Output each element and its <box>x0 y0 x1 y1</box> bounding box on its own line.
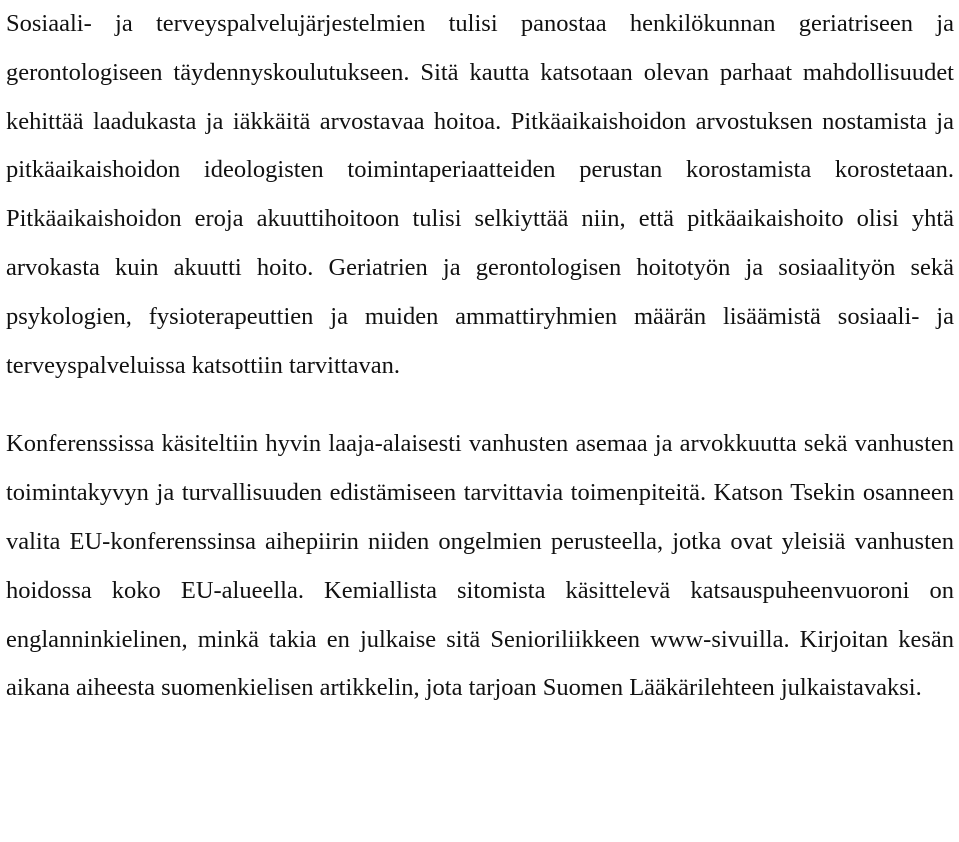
paragraph-geriatric-training: Sosiaali- ja terveyspalvelujärjestelmien tulisi panostaa henkilökunnan geriatriseen ja gerontologiseen täydennyskoulutukseen. Sitä kautta katsotaan olevan parhaat mahdollisuudet kehittää laadukasta ja iäkkäitä arvostavaa hoitoa. Pitkäaikaishoidon arvostuksen nostamista ja pitkäaikaishoidon ideologisten toimintaperiaatteiden perustan korostamista korostetaan. Pitkäaikaishoidon eroja akuuttihoitoon tulisi selkiyttää niin, että pitkäaikaishoito olisi yhtä arvokasta kuin akuutti hoito. Geriatrien ja gerontologisen hoitotyön ja sosiaalityön sekä psykologien, fysioterapeuttien ja muiden ammattiryhmien määrän lisäämistä sosiaali- ja terveyspalveluissa katsottiin tarvittavan. <box>6 10 954 379</box>
paragraph-conference: Konferenssissa käsiteltiin hyvin laaja-alaisesti vanhusten asemaa ja arvokkuutta sekä vanhusten toimintakyvyn ja turvallisuuden edistämiseen tarvittavia toimenpiteitä. Katson Tsekin osanneen valita EU-konferenssinsa aihepiirin niiden ongelmien perusteella, jotka ovat yleisiä vanhusten hoidossa koko EU-alueella. Kemiallista sitomista käsittelevä katsauspuheenvuoroni on englanninkielinen, minkä takia en julkaise sitä Senioriliikkeen www-sivuilla. Kirjoitan kesän aikana aiheesta suomenkielisen artikkelin, jota tarjoan Suomen Lääkärilehteen julkaistavaksi. <box>6 430 954 702</box>
document-page <box>6 0 954 713</box>
